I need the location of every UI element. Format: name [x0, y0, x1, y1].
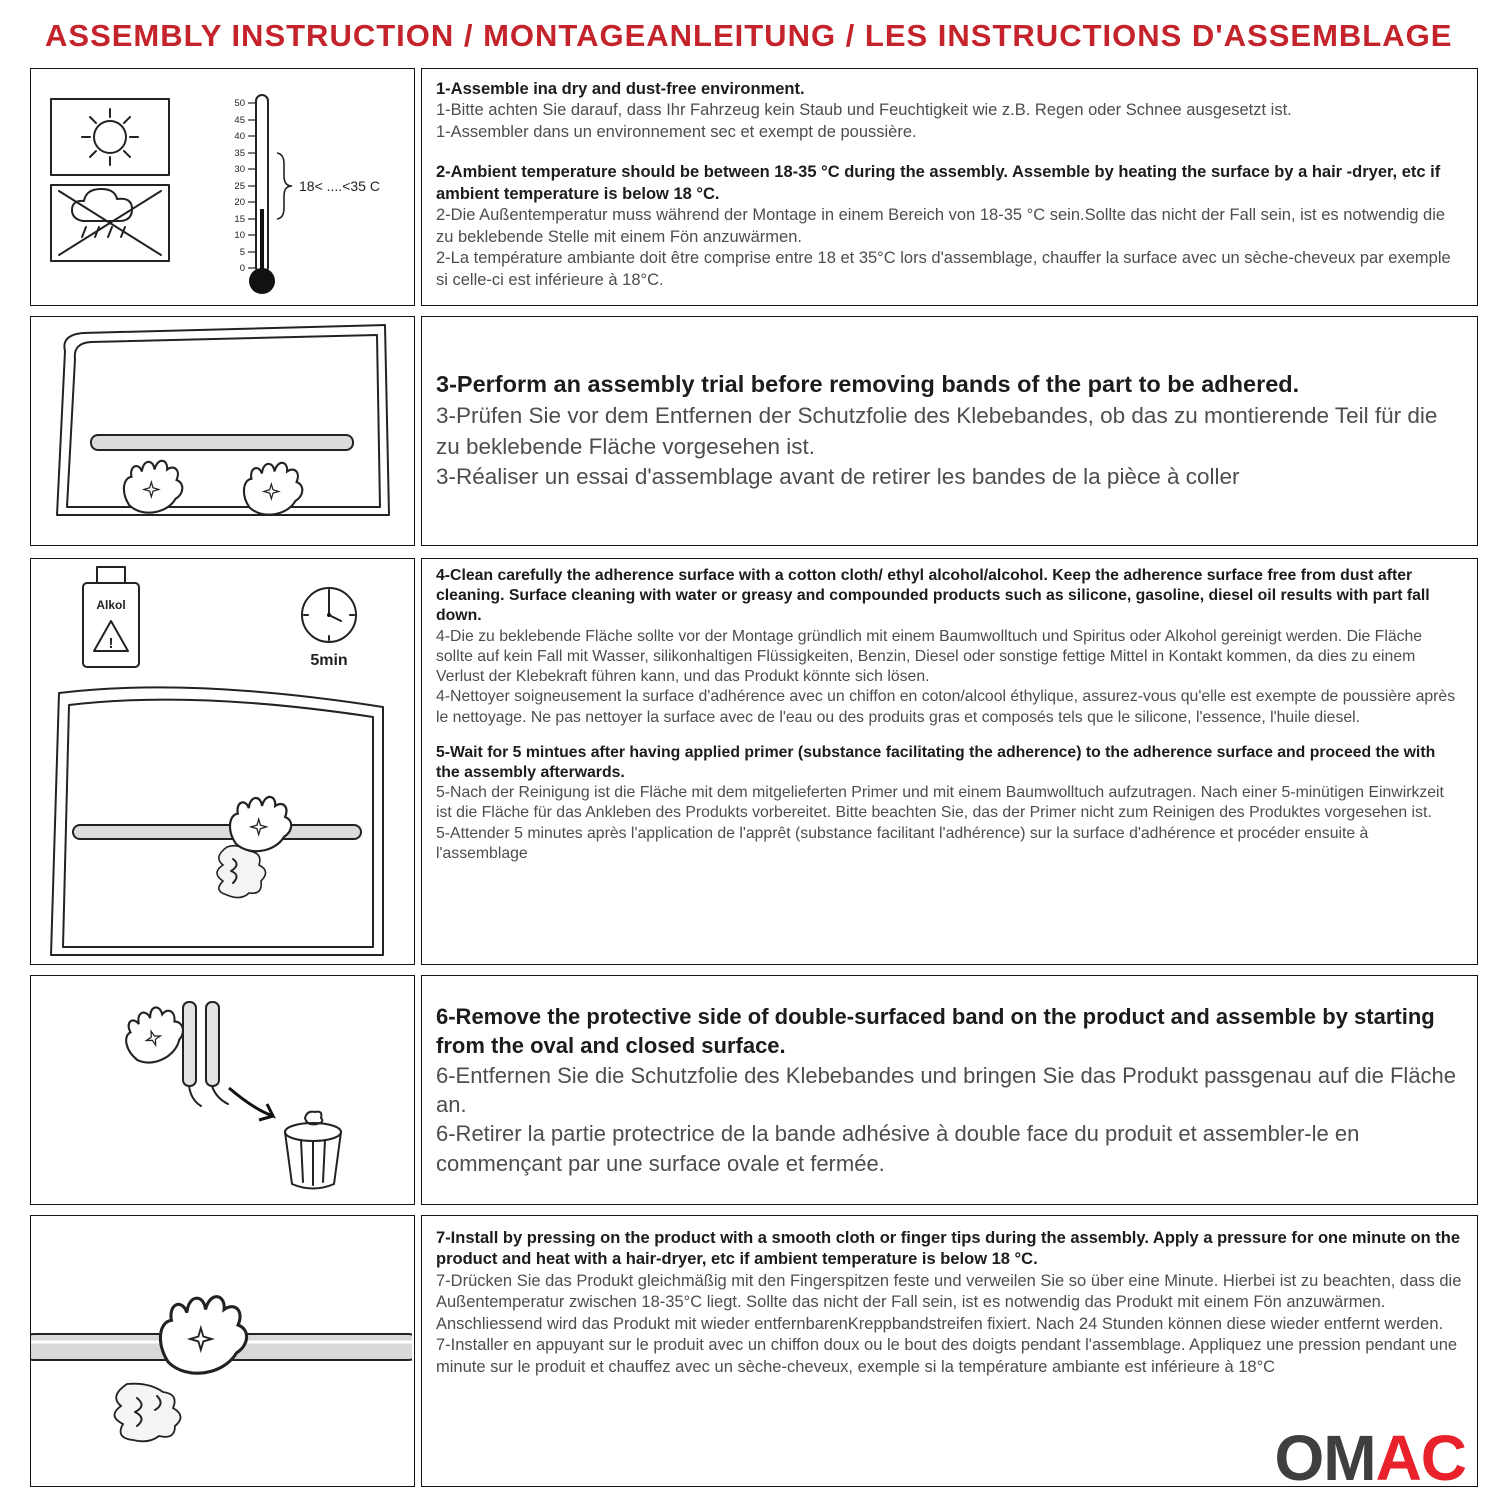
door-panel-icon — [51, 687, 383, 955]
assembly-trial-illustration-svg — [31, 317, 412, 543]
step2-text-de: 2-Die Außentemperatur muss während der Montage in einem Bereich von 18-35 °C sein.Sollte das nicht der Fall sein, ist es notwendig die zu beklebende Stelle mit einem Fön anzuwärmen. — [436, 206, 1446, 246]
svg-text:50: 50 — [234, 98, 245, 109]
car-door-icon — [57, 325, 389, 515]
step5-text-de: 5-Nach der Reinigung ist die Fläche mit dem mitgelieferten Primer und mit einem Baumwolltuch aufzutragen. Nach einer 5-minütigen Einwirkzeit ist die Fläche für das Ankleben des Produkts vorbereitet. Bitte beachten Sie, das der Primer nicht zum Reinigen des Produktes vorgesehen ist. — [436, 784, 1444, 822]
step2-text-en: 2-Ambient temperature should be between 18-35 °C during the assembly. Assemble by heating the surface by a hair -dryer, etc if ambient temperature is below 18 °C. — [436, 163, 1441, 203]
trim-strip-icon — [73, 825, 361, 839]
step4-text-en: 4-Clean carefully the adherence surface with a cotton cloth/ ethyl alcohol/alcohol. Keep the adherence surface free from dust after cleaning. Surface cleaning with water or greasy and compounded products such as silicone, gasoline, diesel oil results with part fall down. — [436, 567, 1430, 625]
clock-icon — [302, 588, 356, 669]
step5-text-en: 5-Wait for 5 mintues after having applied primer (substance facilitating the adherence) to the adherence surface and proceed the with the assembly afterwards. — [436, 743, 1436, 781]
svg-text:40: 40 — [234, 131, 245, 142]
paragraph-gap — [436, 728, 1463, 743]
svg-text:20: 20 — [234, 197, 245, 208]
brand-logo — [1274, 1422, 1466, 1494]
svg-text:15: 15 — [234, 214, 245, 225]
page-title: ASSEMBLY INSTRUCTION / MONTAGEANLEITUNG / LES INSTRUCTIONS D'ASSEMBLAGE — [45, 18, 1453, 53]
row-step-1-2 — [30, 68, 1478, 306]
step1-text-fr: 1-Assembler dans un environnement sec et exempt de poussière. — [436, 122, 917, 141]
alcohol-bottle-icon — [83, 567, 139, 667]
trim-strip-icon — [91, 435, 353, 450]
press-illustration-svg — [31, 1216, 412, 1484]
svg-text:25: 25 — [234, 181, 245, 192]
step1-text-de: 1-Bitte achten Sie darauf, dass Ihr Fahrzeug kein Staub und Feuchtigkeit wie z.B. Regen oder Schnee ausgesetzt ist. — [436, 101, 1292, 120]
sun-icon — [51, 99, 169, 175]
no-rain-icon — [51, 185, 169, 261]
step2-text-fr: 2-La température ambiante doit être comprise entre 18 et 35°C lors d'assemblage, chauffer la surface avec un sèche-cheveux par exemple si celle-ci est inférieure à 18°C. — [436, 249, 1451, 289]
illustration-environment-temperature — [30, 68, 415, 306]
environment-illustration-svg — [31, 69, 412, 303]
clock-duration-label: 5min — [310, 652, 348, 669]
svg-text:35: 35 — [234, 148, 245, 159]
illustration-cleaning-primer — [30, 558, 415, 965]
text-step-3 — [421, 316, 1478, 546]
arrow-icon — [229, 1088, 273, 1120]
cleaning-illustration-svg — [31, 559, 412, 962]
step3-text-de: 3-Prüfen Sie vor dem Entfernen der Schutzfolie des Klebebandes, ob das zu montierende Teil für die zu beklebende Fläche vorgesehen ist. — [436, 403, 1438, 459]
step3-text-en: 3-Perform an assembly trial before removing bands of the part to be adhered. — [436, 371, 1300, 398]
wiping-cloth-icon — [217, 846, 266, 898]
step1-text-en: 1-Assemble ina dry and dust-free environment. — [436, 80, 805, 98]
hand-icon — [124, 461, 182, 513]
hand-icon — [118, 1001, 190, 1068]
paragraph-gap — [436, 143, 1463, 162]
hand-icon — [160, 1297, 246, 1374]
polishing-cloth-icon — [114, 1384, 180, 1442]
row-step-3 — [30, 316, 1478, 546]
row-step-4-5 — [30, 558, 1478, 965]
step4-text-fr: 4-Nettoyer soigneusement la surface d'adhérence avec un chiffon en coton/alcool éthylique, assurez-vous qu'elle est exempte de poussière après le nettoyage. Ne pas nettoyer la surface avec de l'eau ou des produits gras et composés tels que le silicone, l'essence, l'huile diesel. — [436, 688, 1456, 726]
step6-text-fr: 6-Retirer la partie protectrice de la bande adhésive à double face du produit et assembler-le en commençant par une surface ovale et fermée. — [436, 1121, 1360, 1176]
brand-logo-red-part: AC — [1375, 1422, 1466, 1494]
row-step-6 — [30, 975, 1478, 1205]
step7-text-en: 7-Install by pressing on the product with a smooth cloth or finger tips during the assembly. Apply a pressure for one minute on the product and heat with a hair-dryer, etc if ambient temperature is below 18 °C. — [436, 1229, 1461, 1269]
step3-text-fr: 3-Réaliser un essai d'assemblage avant de retirer les bandes de la pièce à coller — [436, 464, 1240, 490]
step6-text-de: 6-Entfernen Sie die Schutzfolie des Klebebandes und bringen Sie das Produkt passgenau auf die Fläche an. — [436, 1062, 1457, 1117]
step7-text-fr: 7-Installer en appuyant sur le produit avec un chiffon doux ou le bout des doigts pendant l'assemblage. Appliquez une pression pendant une minute sur le produit et chauffez avec un sèche-cheveux, exemple si la température ambiante est inférieure à 18°C — [436, 1336, 1458, 1376]
trash-can-icon — [285, 1112, 341, 1189]
remove-band-illustration-svg — [31, 976, 412, 1202]
row-step-7 — [30, 1215, 1478, 1487]
range-brace — [277, 153, 292, 219]
thermometer-scale — [234, 98, 245, 274]
hand-icon — [230, 797, 291, 851]
illustration-assembly-trial — [30, 316, 415, 546]
svg-text:45: 45 — [234, 115, 245, 126]
svg-text:10: 10 — [234, 230, 245, 241]
illustration-press-product — [30, 1215, 415, 1487]
svg-text:5: 5 — [239, 247, 245, 258]
temperature-range-label: 18< ....<35 C — [299, 178, 380, 194]
step4-text-de: 4-Die zu beklebende Fläche sollte vor der Montage gründlich mit einem Baumwolltuch und Spiritus oder Alkohol gereinigt werden. Die Fläche sollte auf kein Fall mit Wasser, silikonhaltigen Flüssigkeiten, Benzin, Diesel oder sonstige fettige Mittel in Kontakt kommen, da dies zu einem Verlust der Klebekraft führen kann, und das Produkt könnte sich lösen. — [436, 627, 1423, 686]
warning-icon — [94, 621, 128, 652]
text-step-6 — [421, 975, 1478, 1205]
svg-text:!: ! — [108, 635, 114, 652]
bottle-label: Alkol — [96, 598, 126, 612]
text-step-4-5 — [421, 558, 1478, 965]
adhesive-strips-icon — [183, 1002, 228, 1106]
svg-text:0: 0 — [239, 263, 245, 274]
svg-text:30: 30 — [234, 164, 245, 175]
brand-logo-dark-part: OM — [1274, 1422, 1376, 1494]
text-step-1-2 — [421, 68, 1478, 306]
step7-text-de: 7-Drücken Sie das Produkt gleichmäßig mit den Fingerspitzen feste und verweilen Sie so über eine Minute. Hierbei ist zu beachten, dass die Außentemperatur zwischen 18-35°C liegt. Sollte das nicht der Fall sein, ist es notwendig das Produkt mit einem Fön anzuwärmen. Anschliessend wird das Produkt mit wieder entfernbarenKreppbandstreifen fixiert. Nach 24 Stunden können diese wieder entfernt werden. — [436, 1271, 1462, 1333]
illustration-remove-band — [30, 975, 415, 1205]
thermometer-icon — [234, 95, 380, 294]
instruction-rows — [30, 68, 1478, 1487]
step6-text-en: 6-Remove the protective side of double-surfaced band on the product and assemble by starting from the oval and closed surface. — [436, 1003, 1435, 1059]
step5-text-fr: 5-Attender 5 minutes après l'application de l'apprêt (substance facilitant l'adhérence) sur la surface d'adhérence et procéder ensuite à l'assemblage — [436, 824, 1369, 862]
